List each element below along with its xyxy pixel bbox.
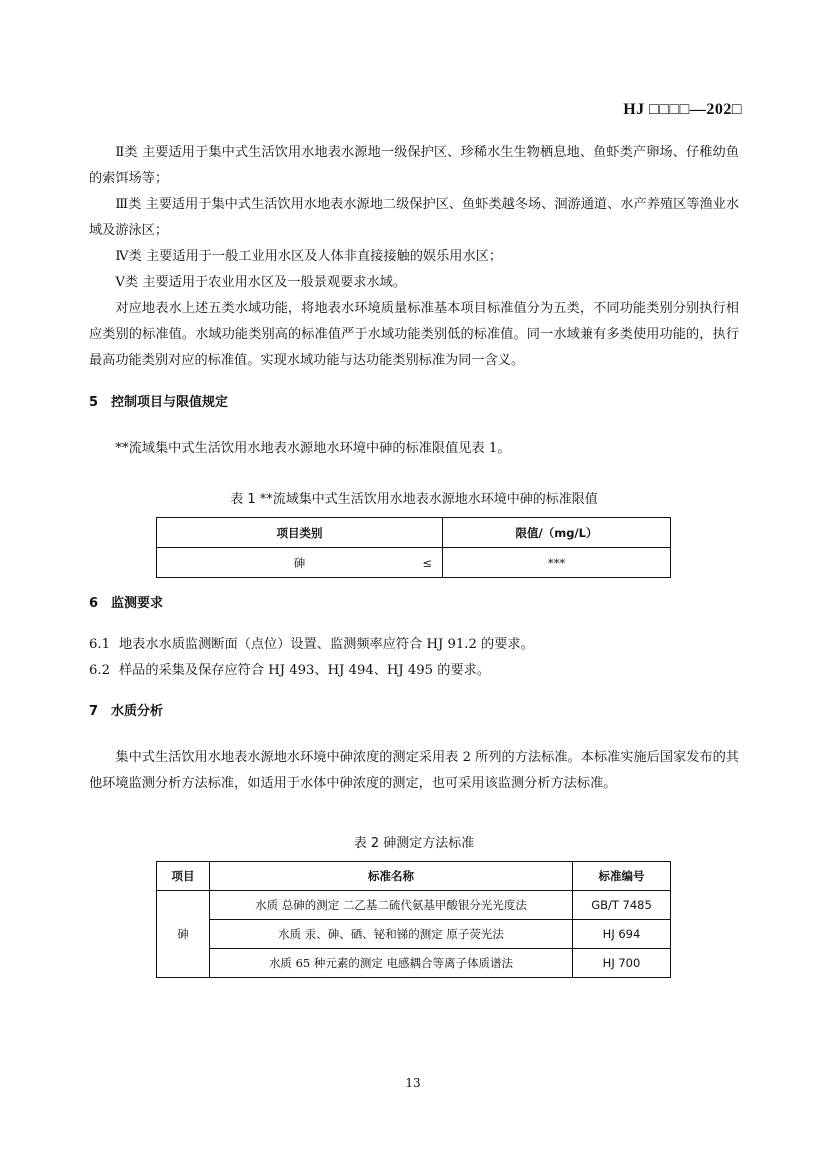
column-header: 限值/（mg/L） [443,518,671,548]
section-5-heading [89,390,739,416]
table-row [157,548,671,578]
class-label: Ⅱ类 [115,145,138,160]
table-header-row [157,518,671,548]
item-name: 砷 [293,555,306,570]
class-text: 主要适用于集中式生活饮用水地表水源地二级保护区、鱼虾类越冬场、洄游通道、水产养殖区等渔业水域及游泳区； [89,197,740,238]
table-2 [156,861,671,978]
limit-value-cell: *** [443,548,671,578]
class-label: Ⅲ类 [115,197,142,212]
class-iv-paragraph [89,244,739,270]
table-1 [156,517,671,578]
clause-number: 6.2 [89,663,110,678]
section-number: 5 [89,395,99,410]
class-v-paragraph [89,270,739,296]
class-ii-paragraph [89,140,739,192]
section-7-text: 集中式生活饮用水地表水源地水环境中砷浓度的测定采用表 2 所列的方法标准。本标准实施后国家发布的其他环境监测分析方法标准，如适用于水体中砷浓度的测定，也可采用该监测分析方法标准。 [89,750,739,791]
class-text: 主要适用于农业用水区及一般景观要求水域。 [142,275,407,290]
table-header-row [157,862,671,891]
standard-code-cell: HJ 694 [573,920,671,949]
table-row [157,920,671,949]
table-1-caption: 表 1 **流域集中式生活饮用水地表水源地水环境中砷的标准限值 [230,492,598,507]
standard-code-header: HJ □□□□—202□ [623,101,742,118]
standard-name-cell: 水质 总砷的测定 二乙基二硫代氨基甲酸银分光光度法 [210,891,573,920]
function-paragraph: 对应地表水上述五类水域功能，将地表水环境质量标准基本项目标准值分为五类，不同功能类别分别执行相应类别的标准值。水域功能类别高的标准值严于水域功能类别低的标准值。同一水域兼有多类使用功能的，执行最高功能类别对应的标准值。实现水域功能与达功能类别标准为同一含义。 [89,301,739,368]
section-title: 水质分析 [111,704,164,719]
table-row [157,891,671,920]
item-cell [157,548,443,578]
column-header: 项目 [157,862,210,891]
section-5-text: **流域集中式生活饮用水地表水源地水环境中砷的标准限值见表 1。 [115,441,511,456]
clause-6-2 [89,658,739,684]
section-7-heading [89,699,739,725]
column-header: 标准名称 [210,862,573,891]
class-label: Ⅳ类 [115,249,142,264]
page-number: 13 [405,1076,421,1090]
standard-code-cell: HJ 700 [573,949,671,978]
section-title: 控制项目与限值规定 [111,395,229,410]
standard-name-cell: 水质 汞、砷、硒、铋和锑的测定 原子荧光法 [210,920,573,949]
class-text: 主要适用于集中式生活饮用水地表水源地一级保护区、珍稀水生生物栖息地、鱼虾类产卵场、仔稚幼鱼的索饵场等； [89,145,740,186]
section-number: 7 [89,704,99,719]
section-title: 监测要求 [111,596,164,611]
clause-6-1 [89,632,739,658]
standard-code-cell: GB/T 7485 [573,891,671,920]
clause-number: 6.1 [89,637,110,652]
clause-text: 地表水水质监测断面（点位）设置、监测频率应符合 HJ 91.2 的要求。 [119,637,534,652]
item-cell: 砷 [157,891,210,978]
class-text: 主要适用于一般工业用水区及人体非直接接触的娱乐用水区； [145,249,503,264]
table-2-caption: 表 2 砷测定方法标准 [353,836,475,851]
class-iii-paragraph [89,192,739,244]
operator: ≤ [422,555,432,570]
table-row [157,949,671,978]
section-number: 6 [89,596,99,611]
column-header: 标准编号 [573,862,671,891]
clause-text: 样品的采集及保存应符合 HJ 493、HJ 494、HJ 495 的要求。 [119,663,491,678]
section-6-heading [89,591,739,617]
page-content [89,140,739,978]
class-label: Ⅴ类 [115,275,139,290]
standard-name-cell: 水质 65 种元素的测定 电感耦合等离子体质谱法 [210,949,573,978]
column-header: 项目类别 [157,518,443,548]
